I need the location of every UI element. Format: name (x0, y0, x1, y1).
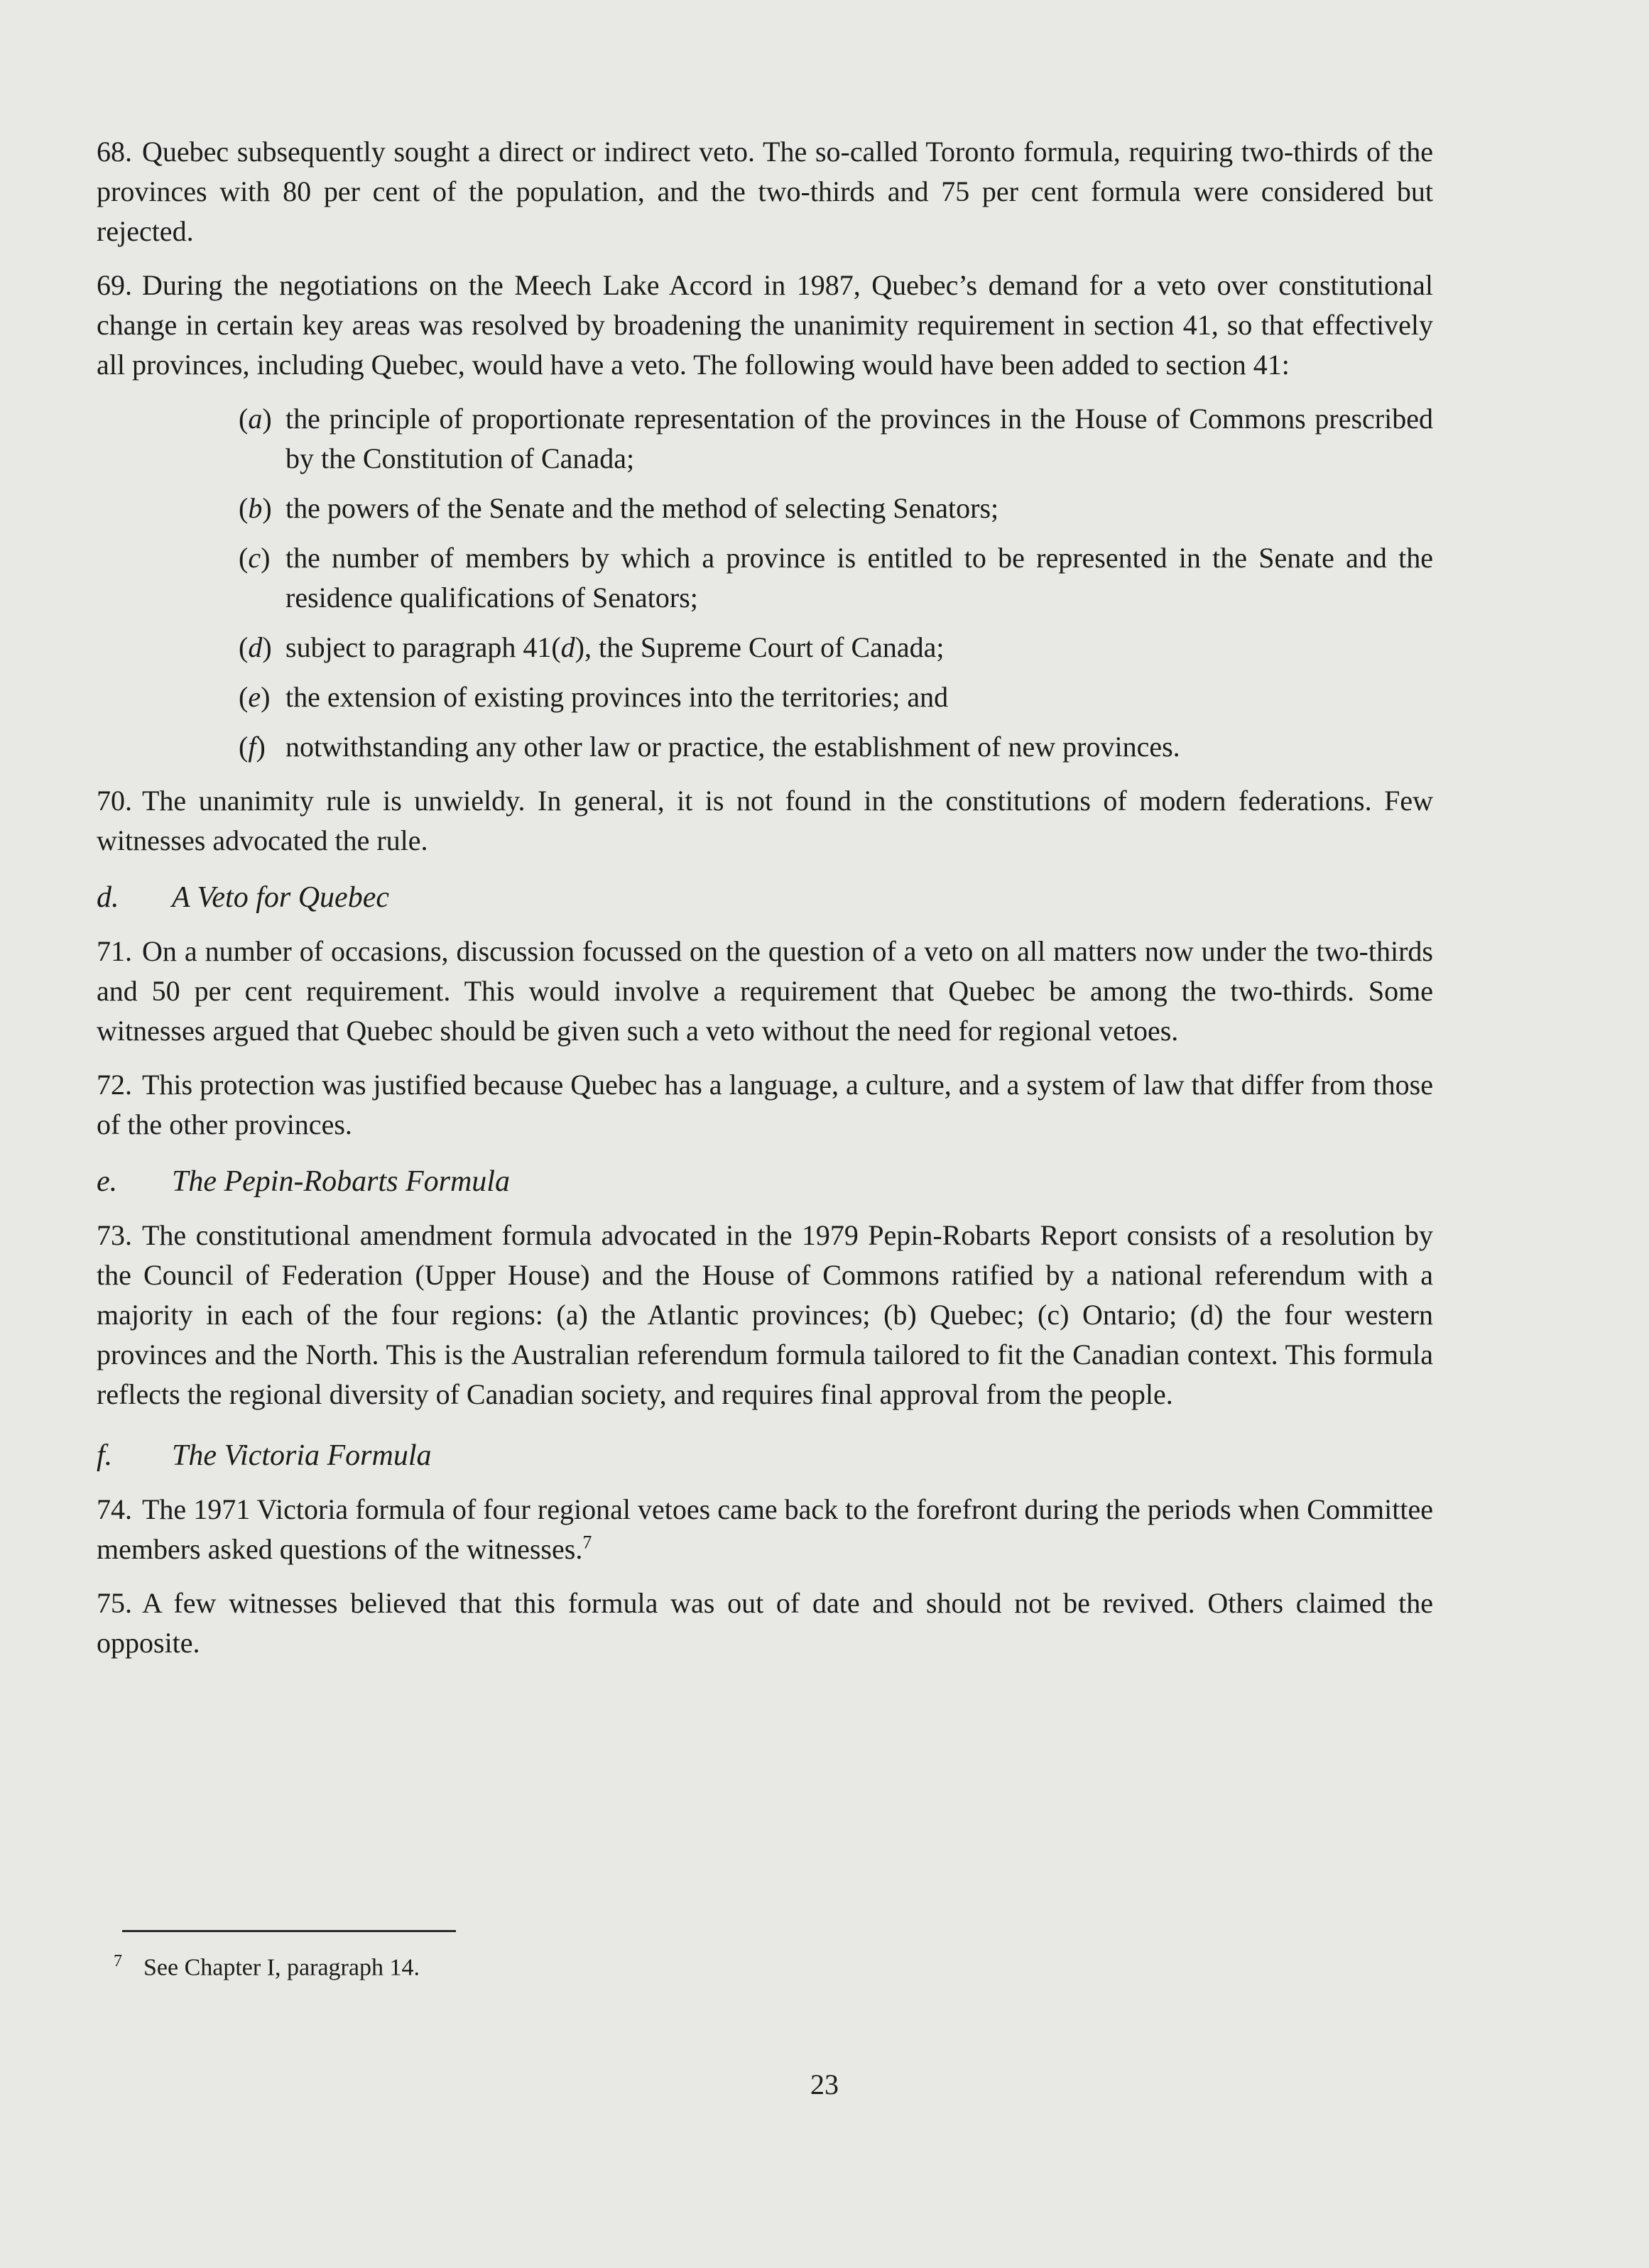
paragraph-text: On a number of occasions, discussion focussed on the question of a veto on all matters now under the two-thirds and 50 per cent requirement. This would involve a requirement that Quebec be among the two-thirds. Some witnesses argued that Quebec should be given such a veto without the need for regional vetoes. (97, 935, 1433, 1047)
list-item-e (97, 677, 1433, 717)
paragraph-text: The constitutional amendment formula advocated in the 1979 Pepin-Robarts Report consists of a resolution by the Council of Federation (Upper House) and the House of Commons ratified by a national referendum with a majority in each of the four regions: (a) the Atlantic provinces; (b) Quebec; (c) Ontario; (d) the four western provinces and the North. This is the Australian referendum formula tailored to fit the Canadian context. This formula reflects the regional diversity of Canadian society, and requires final approval from the people. (97, 1219, 1433, 1410)
footnote-divider (122, 1930, 456, 1932)
paragraph-text: The unanimity rule is unwieldy. In general, it is not found in the constitutions of modern federations. Few witnesses advocated the rule. (97, 785, 1433, 856)
paragraph-number: 71. (97, 935, 132, 967)
list-item-label: (a) (239, 403, 272, 435)
body-text (97, 132, 1433, 1663)
paragraph-text: During the negotiations on the Meech Lake Accord in 1987, Quebec’s demand for a veto over constitutional change in certain key areas was resolved by broadening the unanimity requirement in section 41, so that effectively all provinces, including Quebec, would have a veto. The following would have been added to section 41: (97, 269, 1433, 381)
section-heading-e (97, 1162, 1433, 1201)
list-item-text: the powers of the Senate and the method of selecting Senators; (285, 492, 999, 524)
paragraph-text: This protection was justified because Quebec has a language, a culture, and a system of law that differ from those of the other provinces. (97, 1069, 1433, 1140)
heading-letter: e. (97, 1165, 118, 1198)
list-item-a (97, 399, 1433, 479)
paragraph-text: Quebec subsequently sought a direct or indirect veto. The so-called Toronto formula, requiring two-thirds of the provinces with 80 per cent of the population, and the two-thirds and 75 per cent formula were considered but rejected. (97, 136, 1433, 247)
paragraph-number: 68. (97, 136, 132, 168)
paragraph-text: The 1971 Victoria formula of four regional vetoes came back to the forefront during the periods when Committee members asked questions of the witnesses. (97, 1493, 1433, 1565)
heading-title: A Veto for Quebec (172, 881, 389, 914)
section-41-list (97, 399, 1433, 767)
paragraph-number: 69. (97, 269, 132, 301)
section-heading-f (97, 1436, 1433, 1476)
list-item-d (97, 628, 1433, 667)
heading-letter: d. (97, 881, 119, 914)
paragraph-68 (97, 132, 1433, 251)
footnote-text: See Chapter I, paragraph 14. (143, 1954, 420, 1981)
footnote-number: 7 (114, 1952, 122, 1970)
paragraph-70 (97, 781, 1433, 861)
list-item-text: the principle of proportionate representation of the provinces in the House of Commons prescribed by the Constitution of Canada; (285, 403, 1433, 474)
paragraph-71 (97, 932, 1433, 1051)
heading-letter: f. (97, 1439, 113, 1472)
paragraph-number: 72. (97, 1069, 132, 1101)
list-item-label: (b) (239, 492, 272, 524)
list-item-text: subject to paragraph 41(d), the Supreme Court of Canada; (285, 631, 945, 663)
list-item-label: (e) (239, 681, 271, 713)
paragraph-72 (97, 1065, 1433, 1145)
paragraph-69 (97, 266, 1433, 385)
paragraph-number: 73. (97, 1219, 132, 1251)
paragraph-73 (97, 1216, 1433, 1414)
footnote-reference[interactable]: 7 (582, 1532, 592, 1553)
list-item-text: the extension of existing provinces into the territories; and (285, 681, 949, 713)
paragraph-number: 75. (97, 1587, 132, 1619)
list-item-c (97, 538, 1433, 618)
list-item-b (97, 489, 1433, 528)
page-number: 23 (810, 2068, 839, 2100)
list-item-f (97, 727, 1433, 767)
list-item-label: (d) (239, 631, 272, 663)
heading-title: The Pepin-Robarts Formula (172, 1165, 510, 1198)
paragraph-75 (97, 1583, 1433, 1663)
paragraph-text: A few witnesses believed that this formula was out of date and should not be revived. Others claimed the opposite. (97, 1587, 1433, 1659)
heading-title: The Victoria Formula (172, 1439, 432, 1472)
list-item-label: (c) (239, 542, 271, 574)
paragraph-number: 74. (97, 1493, 132, 1525)
footnote (114, 1946, 420, 1983)
paragraph-74 (97, 1490, 1433, 1569)
list-item-label: (f) (239, 731, 266, 763)
list-item-text: notwithstanding any other law or practice, the establishment of new provinces. (285, 731, 1180, 763)
paragraph-number: 70. (97, 785, 132, 817)
section-heading-d (97, 878, 1433, 917)
list-item-text: the number of members by which a province is entitled to be represented in the Senate and the residence qualifications of Senators; (285, 542, 1433, 614)
